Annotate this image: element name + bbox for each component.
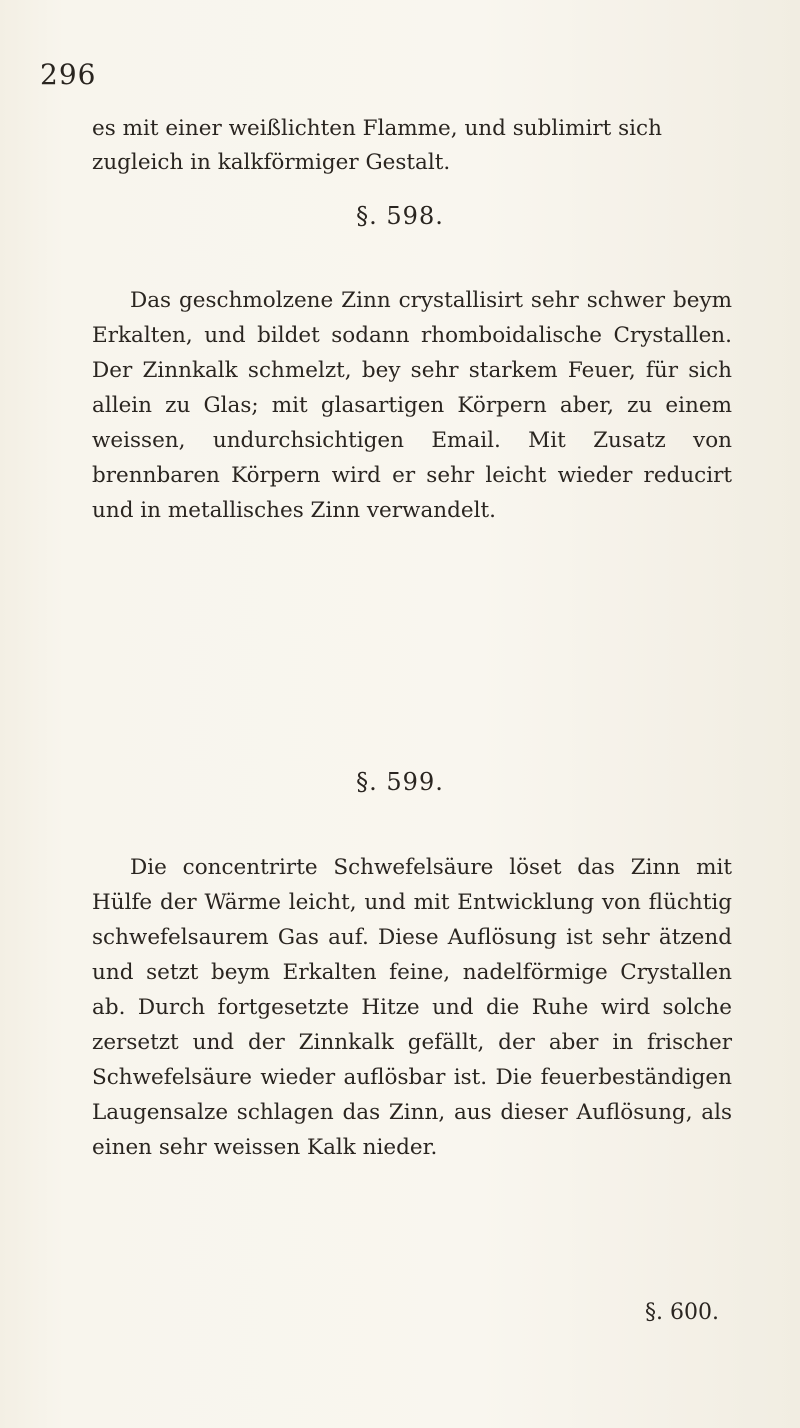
- catchword: §. 600.: [645, 1300, 719, 1325]
- section-heading-599: §. 599.: [356, 768, 444, 796]
- continuation-text: es mit einer weißlichten Flamme, und sublimirt sich zugleich in kalkförmiger Gestalt.: [92, 116, 662, 175]
- section-heading-598: §. 598.: [356, 202, 444, 230]
- section-text-598: Das geschmolzene Zinn crystallisirt sehr schwer beym Erkalten, und bildet sodann rhomboidalische Crystallen. Der Zinnkalk schmelzt, bey sehr starkem Feuer, für sich allein zu Glas; mit glasartigen Körpern aber, zu einem weissen, undurchsichtigen Email. Mit Zusatz von brennbaren Körpern wird er sehr leicht wieder reducirt und in metallisches Zinn verwandelt.: [92, 288, 732, 523]
- section-text-599: Die concentrirte Schwefelsäure löset das Zinn mit Hülfe der Wärme leicht, und mit Entwicklung von flüchtig schwefelsaurem Gas auf. Diese Auflösung ist sehr ätzend und setzt beym Erkalten feine, nadelförmige Crystallen ab. Durch fortgesetzte Hitze und die Ruhe wird solche zersetzt und der Zinnkalk gefällt, der aber in frischer Schwefelsäure wieder auflösbar ist. Die feuerbeständigen Laugensalze schlagen das Zinn, aus dieser Auflösung, als einen sehr weissen Kalk nieder.: [92, 855, 732, 1160]
- page-number: 296: [40, 58, 97, 91]
